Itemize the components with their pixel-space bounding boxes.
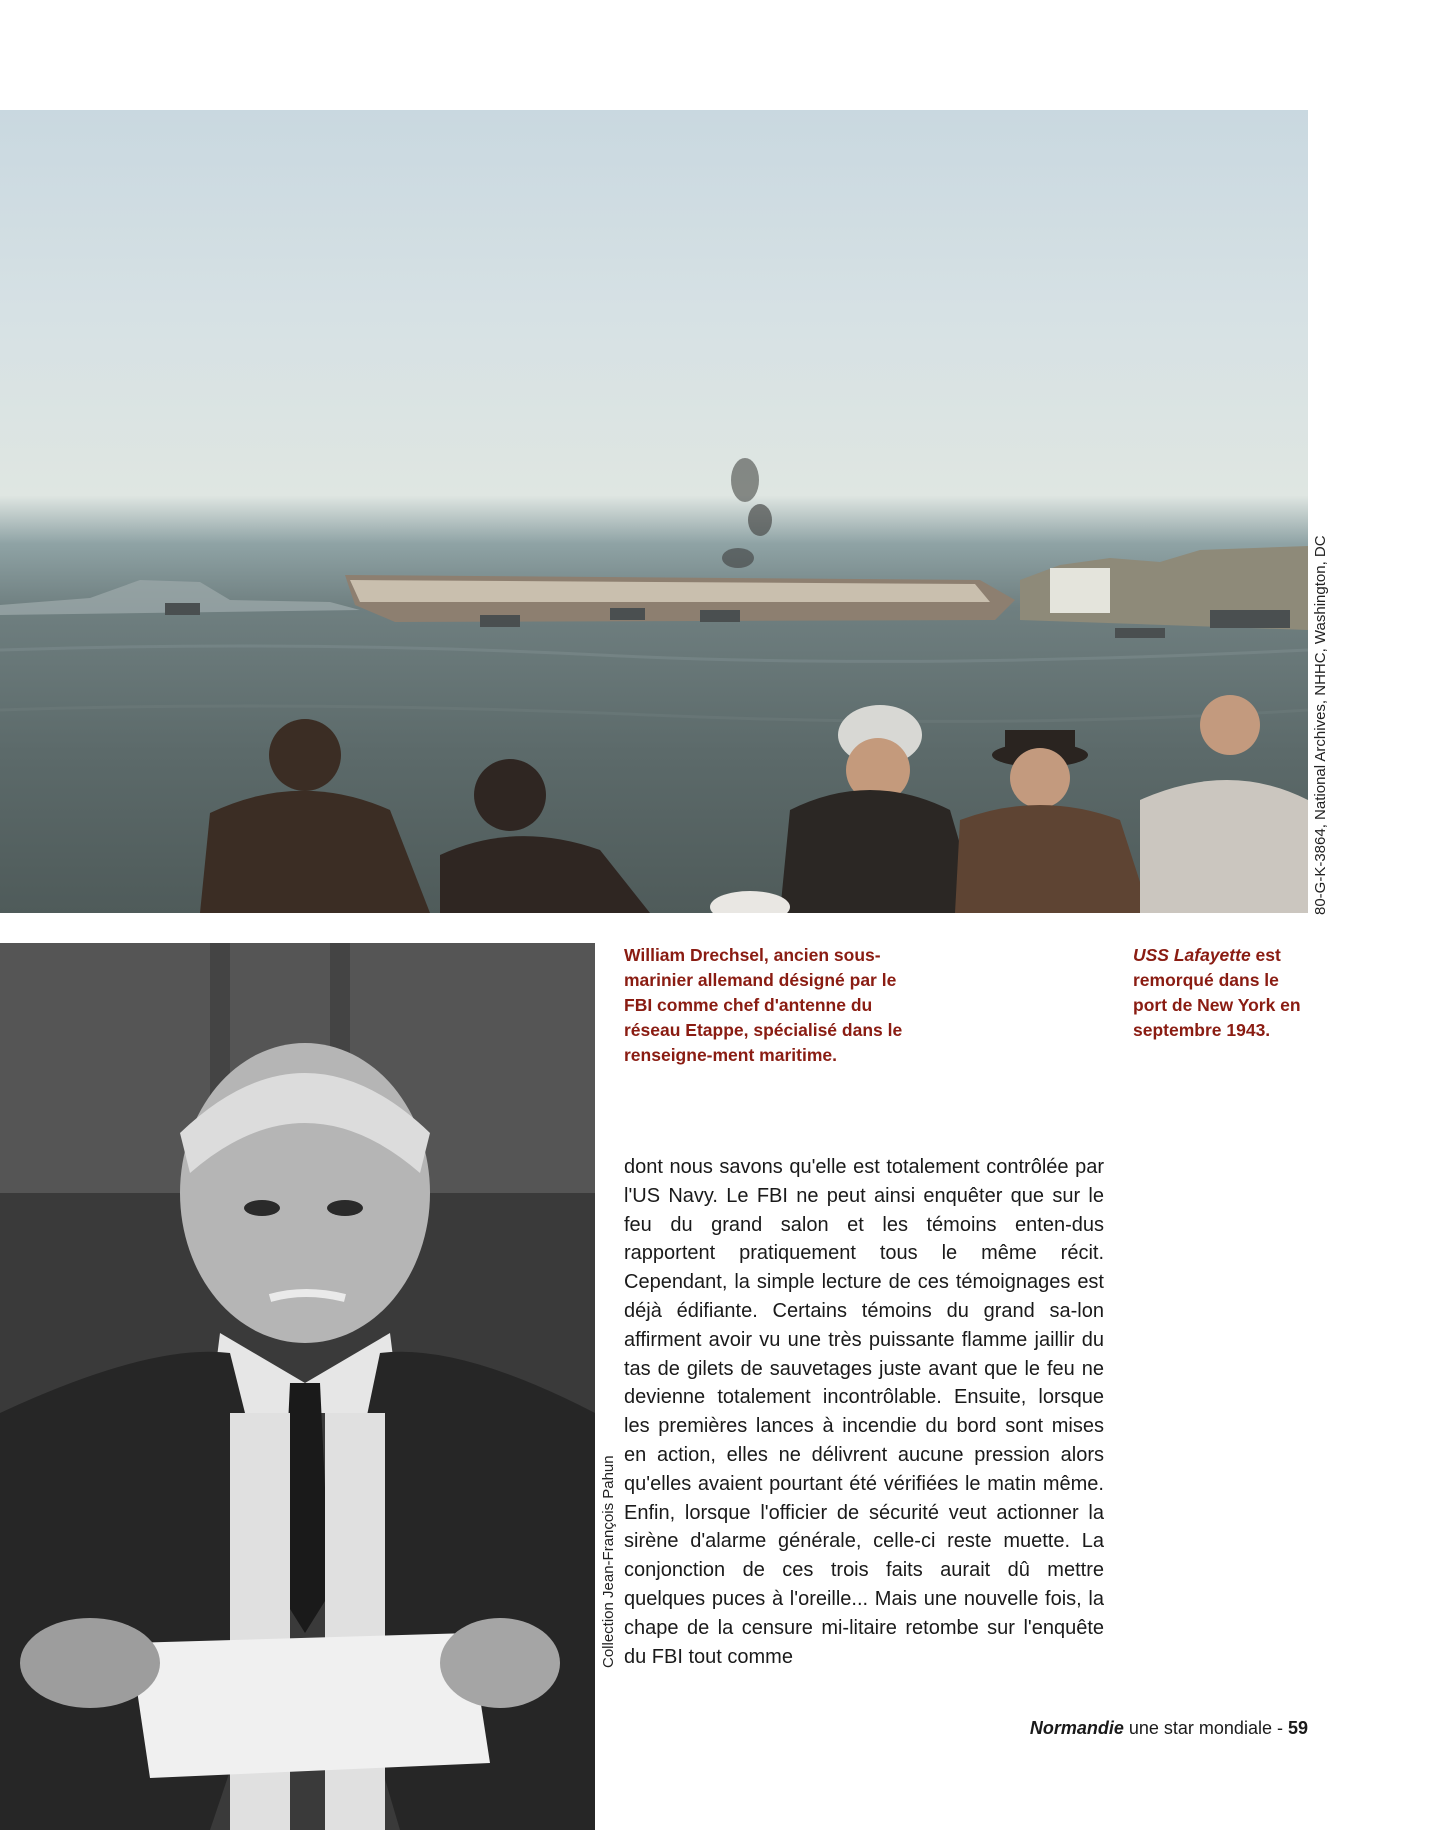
top-photo xyxy=(0,110,1308,913)
ship-caption-text: est remorqué dans le port de New York en septembre 1943. xyxy=(1133,945,1301,1040)
ship-caption xyxy=(1133,943,1308,1043)
footer-title-rest: une star mondiale - xyxy=(1123,1718,1288,1738)
ship-caption-italic: USS Lafayette xyxy=(1133,945,1251,965)
top-photo-credit: 80-G-K-3864, National Archives, NHHC, Washington, DC xyxy=(1312,535,1329,915)
article-body-text: dont nous savons qu'elle est totalement contrôlée par l'US Navy. Le FBI ne peut ainsi enquêter que sur le feu du grand salon et les témoins enten-dus rapportent pratiquement tous le même récit. Cependant, la simple lecture de ces témoignages est déjà édifiante. Certains témoins du grand sa-lon affirment avoir vu une très puissante flamme jaillir du tas de gilets de sauvetages juste avant que le feu ne devienne totalement incontrôlable. Ensuite, lorsque les premières lances à incendie du bord sont mises en action, elles ne délivrent aucune pression alors qu'elles avaient pourtant été vérifiées le matin même. Enfin, lorsque l'officier de sécurité veut actionner la sirène d'alarme générale, celle-ci reste muette. La conjonction de ces trois faits aurait dû mettre quelques puces à l'oreille... Mais une nouvelle fois, la chape de la censure mi-litaire retombe sur l'enquête du FBI tout comme xyxy=(624,1156,1104,1668)
portrait-illustration xyxy=(0,943,595,1830)
page-footer xyxy=(1030,1718,1308,1739)
footer-magazine-title: Normandie xyxy=(1029,1718,1124,1738)
portrait-caption: William Drechsel, ancien sous-marinier allemand désigné par le FBI comme chef d'antenne du réseau Etappe, spécialisé dans le renseigne-ment maritime. xyxy=(624,945,903,1065)
portrait-photo xyxy=(0,943,595,1830)
portrait-photo-credit: Collection Jean-François Pahun xyxy=(600,1455,617,1668)
harbor-scene-illustration xyxy=(0,110,1308,913)
page-number: 59 xyxy=(1287,1718,1308,1738)
